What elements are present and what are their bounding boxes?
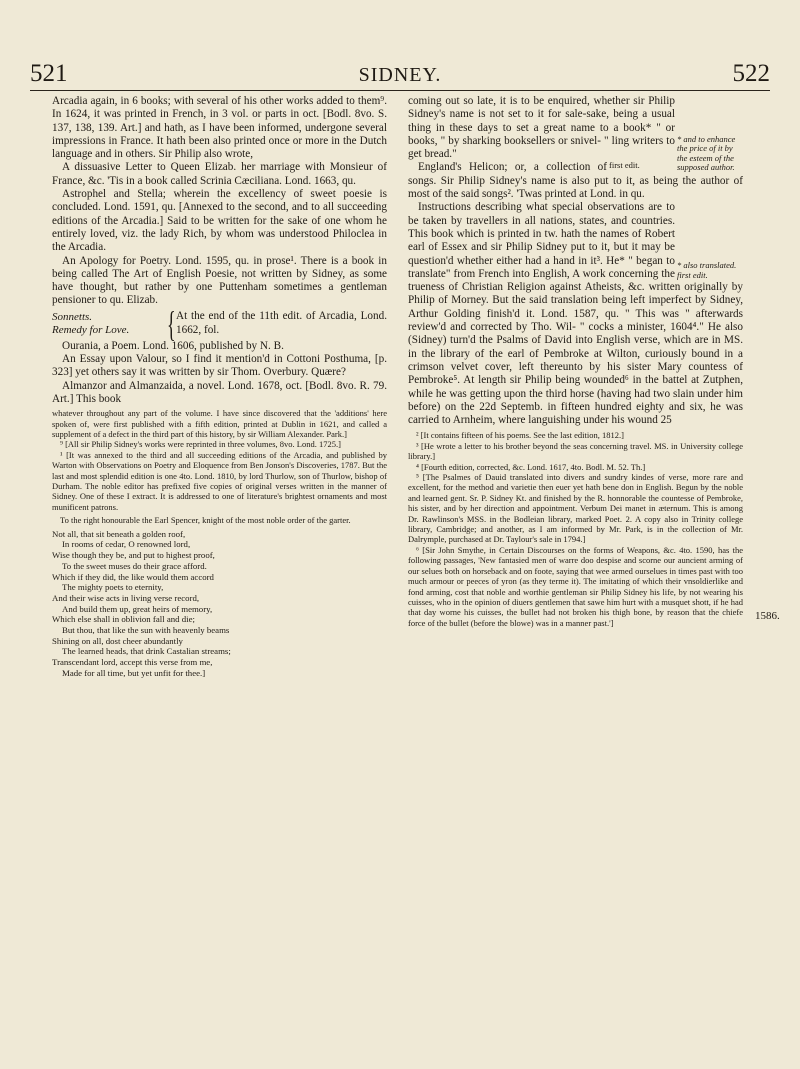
- left-footnote-continued: whatever throughout any part of the volume. I have since discovered that the 'additions' here spoken of, were first published with a fifth edition, printed at Dublin in 1621, and called a supplement of a defect in the third part of this history, by sir William Alexander. Park.]: [52, 408, 387, 440]
- poem-line: And build them up, great heirs of memory,: [62, 603, 213, 614]
- poem-line: Not all, that sit beneath a golden roof,: [52, 528, 186, 539]
- right-page-number: 522: [732, 60, 770, 87]
- poem-line: Shining on all, dost cheer abundantly: [52, 635, 183, 646]
- margin-note-enhance: * and to enhance the price of it by the esteem of the supposed author.: [677, 134, 736, 173]
- left-paragraph-4: An Apology for Poetry. Lond. 1595, qu. in prose¹. There is a book in being called The Art of English Poesie, not written by Sidney, as some have thought, but rather by one Puttenham sometimes a gentleman pensioner to qu. Elizab.: [52, 254, 387, 307]
- brace-glyph: {: [167, 303, 176, 344]
- right-column: [408, 95, 743, 628]
- poem-line: To the sweet muses do their grace afford.: [62, 560, 207, 571]
- brace-label: Sonnetts. Remedy for Love.: [52, 310, 130, 336]
- left-paragraph-2: A dissuasive Letter to Queen Elizab. her marriage with Monsieur of France, &c. 'Tis in a book called Scrinia Cæciliana. Lond. 1663, qu.: [52, 161, 387, 187]
- left-column: [52, 95, 387, 679]
- right-footnote-6: ⁶ [Sir John Smythe, in Certain Discourses on the forms of Weapons, &c. 4to. 1590, has the following passages, 'New fantasied men of warre doo despise and scorne our auncient arming of our selues both on horseback and on foote, saying that wee armed ourselues in times past with too much armour or peeces of yron (as they terme it). The imitating of which their vnsoldierlike and fond arming, cost that noble and worthie gentleman sir Philip Sidney his life, by not wearing his cuisses, who in the opinion of diuers gentlemen that sawe him hurt with a musquet shott, if he had that day worne his cuisses, the bullet had not broken his thigh bone, by reason that the chiefe force of the bullet (before the blowe) was in a manner past.']: [408, 544, 743, 628]
- poem-line: The mighty poets to eternity,: [62, 582, 164, 593]
- poem-line: Made for all time, but yet unfit for thee.]: [62, 667, 206, 678]
- poem-line: The learned heads, that drink Castalian streams;: [62, 646, 231, 657]
- left-page-number: 521: [30, 60, 68, 87]
- poem-line: In rooms of cedar, O renowned lord,: [62, 539, 191, 550]
- left-paragraph-7: Almanzor and Almanzaida, a novel. Lond. 1678, oct. [Bodl. 8vo. R. 79. Art.] This book: [52, 379, 387, 405]
- poem-line: Wise though they be, and put to highest proof,: [52, 550, 215, 561]
- left-paragraph-6: An Essay upon Valour, so I find it mention'd in Cottoni Posthuma, [p. 323] yet others say it was written by sir Thom. Overbury. Quære?: [52, 353, 387, 379]
- poem-line: But thou, that like the sun with heavenly beams: [62, 625, 230, 636]
- poem-line: Transcendant lord, accept this verse from me,: [52, 657, 213, 668]
- right-paragraph-1: coming out so late, it is to be enquired, whether sir Philip Sidney's name is not set to it for sale-sake, being a usual thing in these days to set a great name to a book* " or books, " by sharking booksellers or snivel- " ling writers to get bread.": [408, 95, 675, 161]
- running-title: SIDNEY.: [358, 64, 442, 86]
- left-paragraph-1: Arcadia again, in 6 books; with several of his other works added to them⁹. In 1624, it was printed in French, in 3 vol. or parts in oct. [Bodl. 8vo. S. 137, 138, 139. Art.] and hath, as I have been informed, undergone several impressions in France. It hath been also printed once or more in the Dutch language and in others. Sir Philip also wrote,: [52, 95, 387, 161]
- running-header: [30, 60, 770, 91]
- poem-line: And their wise acts in living verse record,: [52, 592, 200, 603]
- right-footnote-3: ³ [He wrote a letter to his brother beyond the seas concerning travel. MS. in University college library.]: [408, 440, 743, 462]
- right-footnote-2: ² [It contains fifteen of his poems. See the last edition, 1812.]: [416, 430, 624, 441]
- brace-text: At the end of the 11th edit. of Arcadia, Lond. 1662, fol.: [176, 310, 387, 336]
- poem-line: Which if they did, the like would them accord: [52, 571, 214, 582]
- right-footnote-4: ⁴ [Fourth edition, corrected, &c. Lond. 1617, 4to. Bodl. M. 52. Th.]: [416, 461, 646, 472]
- margin-note-first-edit: first edit.: [609, 160, 640, 171]
- left-footnote-1: ¹ [It was annexed to the third and all succeeding editions of the Arcadia, and published by Warton with Observations on Poetry and Eloquence from Ben Jonson's Discoveries, 1787. But the last and most splendid edition is one 4to. Lond. 1810, by lord Thurlow, son of Thurlow, bishop of Durham. The noble editor has prefixed five copies of original verses written in the manner of Sidney. One of these I extract. It is addressed to one of literature's brightest ornaments and most munificent patrons.: [52, 449, 387, 512]
- left-paragraph-3: Astrophel and Stella; wherein the excellency of sweet poesie is concluded. Lond. 1591, qu. [Annexed to the second, and to all succeeding editions of the Arcadia.] Said to be written for the sake of one whom he entirely loved, viz. the lady Rich, by whom was understood Philoclea in the Arcadia.: [52, 188, 387, 254]
- left-paragraph-5: Ourania, a Poem. Lond. 1606, published by N. B.: [62, 339, 284, 352]
- margin-year: 1586.: [755, 610, 780, 622]
- margin-note-translated: * also translated. first edit.: [677, 260, 737, 280]
- sonnets-brace-entry: [52, 303, 387, 344]
- poem-line: Which else shall in oblivion fall and die;: [52, 614, 195, 625]
- left-footnote-9: ⁹ [All sir Philip Sidney's works were reprinted in three volumes, 8vo. Lond. 1725.]: [60, 439, 341, 450]
- right-footnote-5: ⁵ [The Psalmes of Dauid translated into divers and sundry kindes of verse, more rare and excellent, for the method and varietie then euer yet hath bene don in English. Begun by the noble and learned gent. Sr. P. Sidney Kt. and finished by the R. honnorable the countesse of Pembroke, his sister, and by her direction and appointment. Verbum Dei manet in æternum. This is among Dr. Rawlinson's MSS. in the Bodleian library, marked Poet. 2. A copy also in Trinity college library, Cambridge; and another, as I am informed by Mr. Park, is in the collection of Mr. Dalrymple, purchased at Dr. Taylour's sale in 1794.]: [408, 472, 743, 545]
- poem-heading: To the right honourable the Earl Spencer, knight of the most noble order of the garter.: [60, 515, 351, 526]
- right-paragraph-2: England's Helicon; or, a collection of songs. Sir Philip Sidney's name is also put to it, as being the author of most of the said songs². 'Twas printed at Lond. in qu.: [408, 161, 743, 201]
- right-paragraph-3: Instructions describing what special observations are to be taken by travellers in all nations, states, and countries. This book which is printed in tw. hath the names of Robert earl of Essex and sir Philip Sidney put to it, but it may be question'd whether either had a hand in it³. He* " began to translate" from French into English, A work concerning the trueness of Christian Religion against Atheists, &c. written originally by Philip of Morney. But the said translation being left imperfect by Sidney, Arthur Golding finish'd it. Lond. 1587, qu. " This was " afterwards review'd and corrected by Tho. Wil- " cocks a minister, 1604⁴." He also (Sidney) turn'd the Psalms of David into English verse, which are in MS. in the library of the earl of Pembroke at Wilton, curiously bound in a crimson velvet cover, left thereunto by his sister Mary countess of Pembroke⁵. At length sir Philip being wounded⁶ in the battel at Zutphen, while he was getting upon the third horse (having had two slain under him before) on the 22d Septemb. in fifteen hundred eighty and six, he was carried to Arnheim, where languishing under his wound 25: [408, 201, 743, 427]
- poem: [52, 529, 387, 679]
